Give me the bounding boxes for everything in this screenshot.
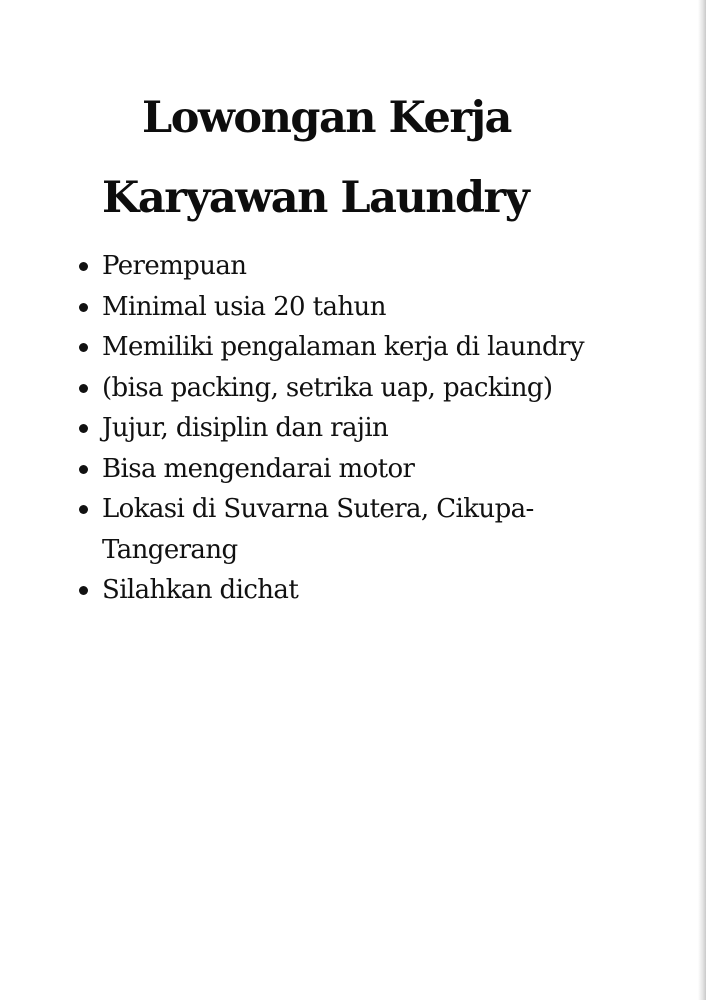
requirement-item-driving <box>76 449 676 490</box>
bullet-icon <box>79 586 88 595</box>
requirement-text: Memiliki pengalaman kerja di laundry <box>102 332 584 362</box>
requirement-text: Lokasi di Suvarna Sutera, Cikupa-Tangerang <box>102 494 534 565</box>
requirement-item-gender <box>76 246 676 287</box>
requirement-item-experience <box>76 327 676 368</box>
requirement-text: (bisa packing, setrika uap, packing) <box>102 372 553 403</box>
bullet-icon <box>79 465 88 474</box>
requirement-item-character <box>76 408 676 449</box>
title-line-1: Lowongan Kerja <box>142 93 511 143</box>
requirement-text: Minimal usia 20 tahun <box>102 291 386 322</box>
bullet-icon <box>79 262 88 271</box>
requirement-item-skills <box>76 368 676 409</box>
bullet-icon <box>79 343 88 352</box>
bullet-icon <box>79 303 88 312</box>
bullet-icon <box>79 384 88 393</box>
requirement-item-location <box>76 489 582 570</box>
bullet-icon <box>79 505 88 514</box>
page-title <box>0 78 706 238</box>
requirement-item-contact <box>76 570 676 611</box>
requirement-item-age <box>76 287 676 328</box>
requirement-text: Jujur, disiplin dan rajin <box>102 413 389 443</box>
bullet-icon <box>79 424 88 433</box>
requirement-text: Silahkan dichat <box>102 575 299 605</box>
requirement-text: Perempuan <box>102 251 247 281</box>
requirements-list <box>76 246 676 611</box>
title-line-2: Karyawan Laundry <box>102 173 529 223</box>
requirement-text: Bisa mengendarai motor <box>102 453 415 484</box>
